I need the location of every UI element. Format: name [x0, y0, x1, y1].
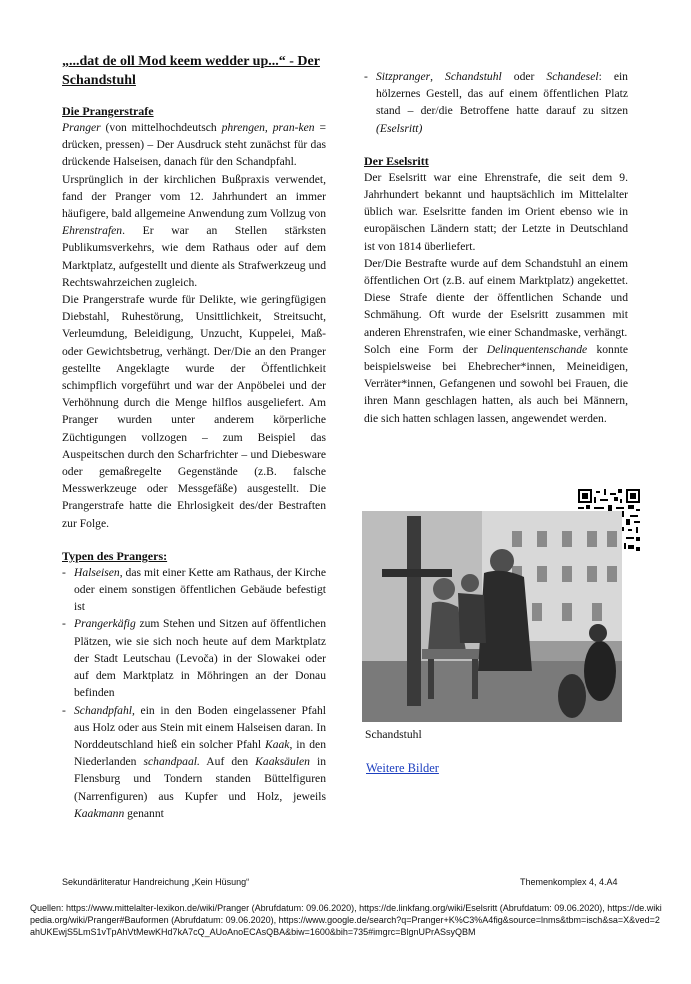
heading-typen: Typen des Prangers:	[62, 548, 168, 563]
pranger-types-list-continued	[364, 68, 628, 137]
list-item: - Schandpfahl, ein in den Boden eingelassener Pfahl aus Holz oder aus Stein mit einem Halseisen daran. In Norddeutschland hieß ein solcher Pfahl Kaak, in den Niederlanden schandpaal. Auf den Kaaksäulen in Flensburg und Tondern standen Büttelfiguren (Narrenfiguren) aus Kupfer und Holz, jeweils Kaakmann genannt	[62, 702, 326, 822]
right-column	[364, 68, 628, 427]
more-images-link[interactable]: Weitere Bilder	[366, 761, 439, 775]
schandstuhl-illustration	[362, 511, 622, 722]
footer-sources: Quellen: https://www.mittelalter-lexikon.de/wiki/Pranger (Abrufdatum: 09.06.2020), https://de.linkfang.org/wiki/Eselsritt (Abrufdatum: 09.06.2020), https://de.wikipedia.org/wiki/Pranger#Bauformen (Abrufdatum: 09.06.2020), https://www.google.de/search?q=Pranger+K%C3%A4fig&source=lnms&tbm=isch&sa=X&ved=2ahUKEwjS5LmS1vTpAhVtMewKHd7kA7cQ_AUoAnoECAsQBA&biw=1600&bih=735#imgrc=BlgnUPrASsyQBM	[30, 903, 662, 937]
paragraph-delinquentenschande: Solch eine Form der Delinquentenschande konnte beispielsweise bei Ehebrecher*innen, Meineidigen, Verräter*innen, Gefangenen und sowohl bei Frauen, die ihren Mann geschlagen hatten, als auch bei Männern, die sich hatten schlagen lassen, angewendet werden.	[364, 342, 628, 425]
paragraph-history: Ursprünglich in der kirchlichen Bußpraxis verwendet, fand der Pranger vom 12. Jahrhundert an immer häufigere, bald allgemeine Anwendung zum Vollzug von Ehrenstrafen. Er war an Stellen stärksten Publikumsverkehrs, wie dem Rathaus oder auf dem Marktplatz, aufgestellt und diente als Strafwerkzeug und Rechtswahrzeichen zugleich.	[62, 172, 326, 289]
image-caption: Schandstuhl	[365, 728, 422, 741]
heading-eselsritt: Der Eselsritt	[364, 153, 429, 168]
paragraph-delicts: Die Prangerstrafe wurde für Delikte, wie geringfügigen Diebstahl, Ruhestörung, Unsittlichkeit, Streitsucht, Verleumdung, Beleidigung, Unzucht, Kuppelei, Maß- oder Gewichtsbetrug, verhängt. Der/Die an den Pranger gestellte Angeklagte wurde der Öffentlichkeit schimpflich vorgeführt und war der Anpöbelei und der Verhöhnung durch die Menge hilflos ausgeliefert. Am Pranger wurden unter anderem körperliche Züchtigungen vollzogen – zum Beispiel das Auspeitschen durch den Scharfrichter – und Diebesware oder gemaßregelte Gegenstände (z.B. falsche Messwerkzeuge oder Messgefäße) ausgestellt. Die Prangerstrafe hatte die Ehrlosigkeit des/der Bestraften zur Folge.	[62, 293, 326, 530]
paragraph-etymology: Pranger (von mittelhochdeutsch phrengen, pran-ken = drücken, pressen) – Der Ausdruck steht zunächst für das drückende Halseisen, danach für den Schandpfahl.	[62, 121, 327, 169]
list-item: - Sitzpranger, Schandstuhl oder Schandesel: ein hölzernes Gestell, das auf einem öffentlichen Platz stand – der/die Betroffene hatte darauf zu sitzen (Eselsritt)	[364, 68, 628, 137]
footer-right: Themenkomplex 4, 4.A4	[520, 877, 618, 887]
left-column	[62, 104, 326, 822]
page-title: „...dat de oll Mod keem wedder up...“ - Der Schandstuhl	[62, 54, 320, 88]
pranger-types-list	[62, 564, 326, 822]
heading-prangerstrafe: Die Prangerstrafe	[62, 104, 154, 118]
list-item: - Prangerkäfig zum Stehen und Sitzen auf öffentlichen Plätzen, wie sie sich noch heute auf dem Marktplatz der Stadt Leutschau (Levoča) in der Slowakei oder auf dem Marktplatz in Möhringen an der Donau befinden	[62, 615, 326, 701]
paragraph-eselsritt-procedure: Der/Die Bestrafte wurde auf dem Schandstuhl an einem öffentlichen Ort (z.B. auf einem Marktplatz) angekettet. Diese Strafe diente der öffentlichen Schande und Schmähung. Oft wurde der Eselsritt zusammen mit anderen Ehrenstrafen, wie einer Schandmaske, verhängt.	[364, 256, 628, 339]
paragraph-eselsritt-history: Der Eselsritt war eine Ehrenstrafe, die seit dem 9. Jahrhundert bekannt und hauptsächlich im Mittelalter üblich war. Eselsritte fanden im Orient ebenso wie in europäischen Ländern statt; der Letzte in Deutschland ist von 1814 überliefert.	[364, 170, 628, 253]
footer-left: Sekundärliteratur Handreichung „Kein Hüsung“	[62, 877, 250, 887]
list-item: - Halseisen, das mit einer Kette am Rathaus, der Kirche oder einem sonstigen öffentlichen Gebäude befestigt ist	[62, 564, 326, 616]
